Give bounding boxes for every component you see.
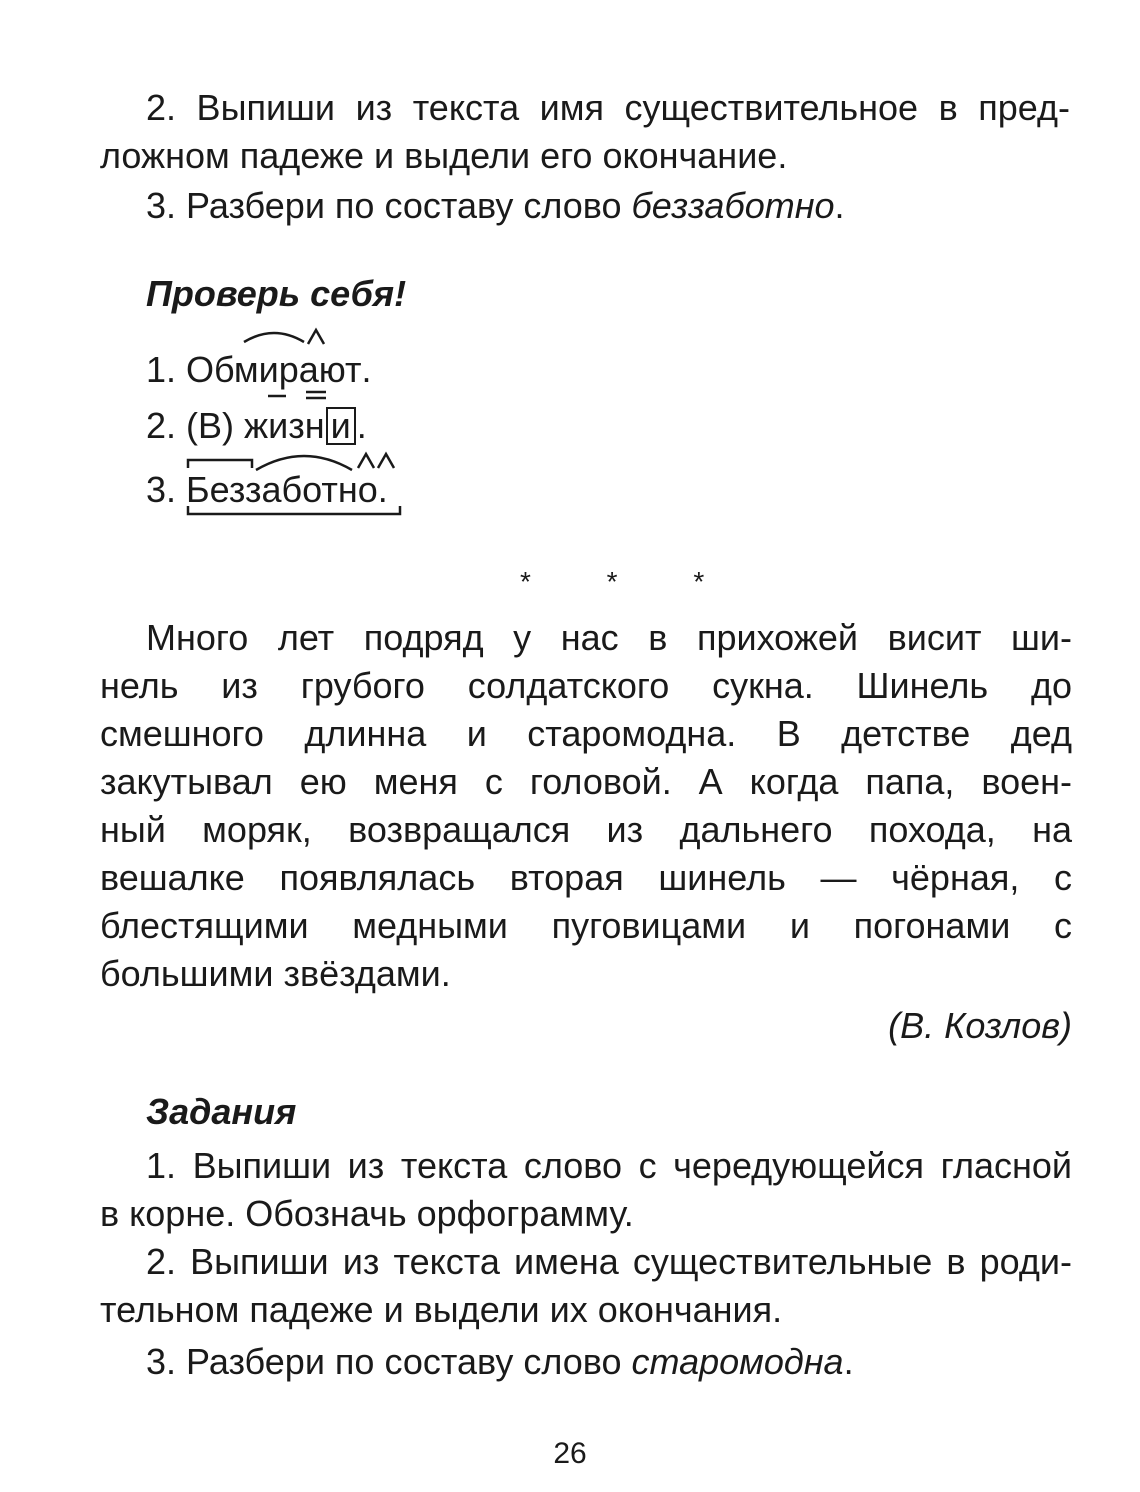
task-2b-line-1: 2. Выпиши из текста имена существительные в роди- [146,1241,1072,1282]
section-separator: * * * [520,566,739,597]
answer-3-end: . [377,469,388,510]
morpheme-marks-3 [186,466,426,526]
root-arc-mark [256,456,352,470]
answer-1-word [186,346,361,394]
task-2-line-1: 2. Выпиши из текста имя существительное в пред- [146,87,1070,128]
task-3-word: беззаботно [631,185,835,226]
answer-1-end: . [361,349,372,390]
answer-3-word-text: Беззаботно [186,469,378,510]
task-3 [146,182,845,230]
task-1-line-2: в корне. Обозначь орфограмму. [100,1193,634,1234]
text-line-3: смешного длинна и старомодна. В детстве дед [100,713,1072,754]
task-1-line-1: 1. Выпиши из текста слово с чередующейся гласной [146,1145,1072,1186]
answer-1-number: 1. [146,349,187,390]
morpheme-marks-1 [186,346,406,406]
text-line-6: вешалке появлялась вторая шинель — чёрная, с [100,857,1072,898]
answer-3-word [186,466,378,514]
task-3-text: 3. Разбери по составу слово [146,185,632,226]
check-heading: Проверь себя! [146,273,407,314]
suffix-caret-mark [308,330,324,344]
task-3-end: . [834,185,845,226]
task-2-line-2: ложном падеже и выдели его окончание. [100,135,788,176]
stem-mark [188,506,400,514]
answer-2-text: 2. (В) жизн [146,405,325,446]
tasks-heading: Задания [146,1091,297,1132]
task-2b-line-2: тельном падеже и выдели их окончания. [100,1289,783,1330]
root-arc-mark [244,333,304,342]
text-line-5: ный моряк, возвращался из дальнего похода, на [100,809,1072,850]
answer-1-word-text: Обмирают [186,349,362,390]
answer-2-end: . [356,405,367,446]
text-author: (В. Козлов) [888,1005,1072,1046]
text-line-1: Много лет подряд у нас в прихожей висит ши- [146,617,1072,658]
text-line-4: закутывал ею меня с головой. А когда папа, воен- [100,761,1072,802]
answer-3 [146,466,388,514]
answer-1 [146,346,371,394]
task-3b-word: старомодна [631,1341,844,1382]
prefix-mark [188,460,252,468]
text-line-7: блестящими медными пуговицами и погонами с [100,905,1072,946]
task-3b-text: 3. Разбери по составу слово [146,1341,632,1382]
task-3b [146,1338,854,1386]
page-number: 26 [553,1437,587,1470]
ending-box: и [326,407,356,445]
suffix-caret-mark-1 [358,454,374,468]
text-line-2: нель из грубого солдатского сукна. Шинель до [100,665,1072,706]
suffix-caret-mark-2 [378,454,394,468]
answer-2 [146,402,367,450]
task-3b-end: . [843,1341,854,1382]
answer-3-number: 3. [146,469,187,510]
text-line-8: большими звёздами. [100,953,451,994]
